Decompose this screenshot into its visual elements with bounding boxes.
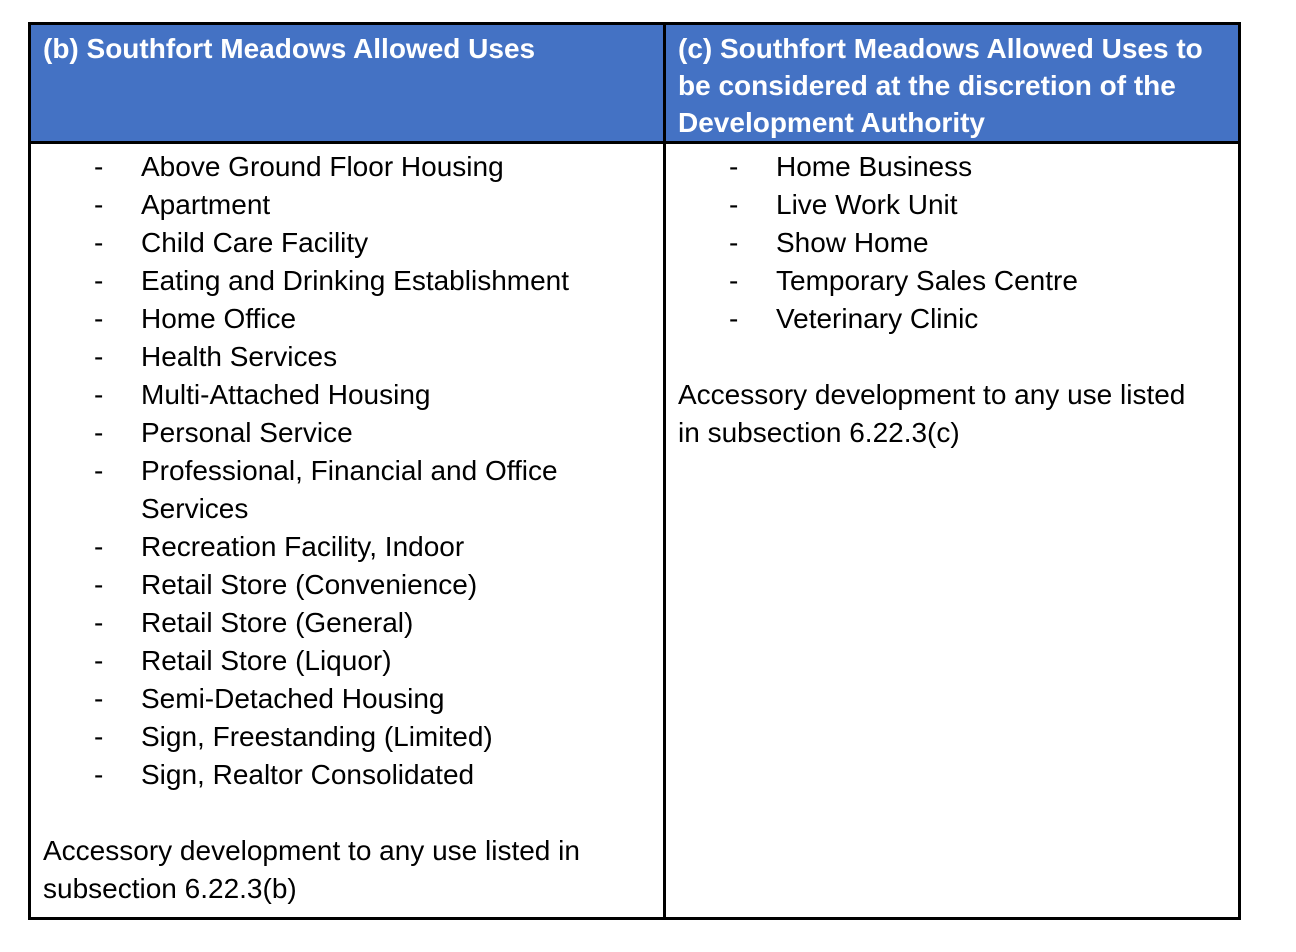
list-item (678, 148, 1224, 186)
allowed-uses-list-c (678, 148, 1224, 338)
dash-bullet-icon: - (94, 265, 104, 296)
list-item-label: Health Services (141, 341, 338, 372)
column-c-header: (c) Southfort Meadows Allowed Uses to be considered at the discretion of the Development Authority (666, 25, 1238, 144)
list-item (678, 224, 1224, 262)
list-item-label: Show Home (776, 227, 929, 258)
dash-bullet-icon: - (94, 227, 104, 258)
list-item-label: Home Office (141, 303, 297, 334)
list-item-label: Multi-Attached Housing (141, 379, 431, 410)
dash-bullet-icon: - (94, 341, 104, 372)
list-item (43, 604, 649, 642)
dash-bullet-icon: - (94, 151, 104, 182)
list-item (43, 566, 649, 604)
dash-bullet-icon: - (729, 151, 739, 182)
column-allowed-uses-b (31, 25, 666, 917)
list-item (43, 756, 649, 794)
list-item (43, 528, 649, 566)
list-item-label: Personal Service (141, 417, 353, 448)
dash-bullet-icon: - (94, 303, 104, 334)
dash-bullet-icon: - (94, 683, 104, 714)
list-item (43, 300, 649, 338)
list-item-label: Above Ground Floor Housing (141, 151, 504, 182)
list-item-label: Retail Store (General) (141, 607, 414, 638)
column-c-body (666, 144, 1238, 917)
allowed-uses-table (28, 22, 1241, 920)
column-allowed-uses-c (666, 25, 1238, 917)
list-item-label: Live Work Unit (776, 189, 958, 220)
dash-bullet-icon: - (729, 265, 739, 296)
column-b-body (31, 144, 663, 917)
list-item-label: Professional, Financial and Office Services (141, 455, 558, 524)
list-item (43, 452, 649, 528)
dash-bullet-icon: - (94, 379, 104, 410)
list-item (43, 376, 649, 414)
list-item-label: Eating and Drinking Establishment (141, 265, 570, 296)
list-item-label: Sign, Realtor Consolidated (141, 759, 475, 790)
accessory-development-note-c: Accessory development to any use listed in subsection 6.22.3(c) (678, 379, 1186, 448)
dash-bullet-icon: - (94, 569, 104, 600)
dash-bullet-icon: - (729, 227, 739, 258)
list-item (678, 262, 1224, 300)
allowed-uses-list-b (43, 148, 649, 794)
list-item-label: Temporary Sales Centre (776, 265, 1078, 296)
dash-bullet-icon: - (94, 607, 104, 638)
dash-bullet-icon: - (729, 189, 739, 220)
list-item (43, 224, 649, 262)
dash-bullet-icon: - (94, 531, 104, 562)
list-item (678, 186, 1224, 224)
list-item (43, 414, 649, 452)
dash-bullet-icon: - (94, 455, 104, 486)
dash-bullet-icon: - (729, 303, 739, 334)
list-item (43, 186, 649, 224)
list-item (43, 680, 649, 718)
list-item-label: Retail Store (Convenience) (141, 569, 478, 600)
dash-bullet-icon: - (94, 759, 104, 790)
dash-bullet-icon: - (94, 645, 104, 676)
list-item-label: Recreation Facility, Indoor (141, 531, 465, 562)
list-item-label: Home Business (776, 151, 973, 182)
list-item-label: Child Care Facility (141, 227, 369, 258)
list-item (678, 300, 1224, 338)
list-item-label: Retail Store (Liquor) (141, 645, 392, 676)
list-item (43, 642, 649, 680)
list-item-label: Semi-Detached Housing (141, 683, 445, 714)
column-b-header: (b) Southfort Meadows Allowed Uses (31, 25, 663, 144)
list-item (43, 718, 649, 756)
dash-bullet-icon: - (94, 721, 104, 752)
list-item (43, 148, 649, 186)
list-item-label: Sign, Freestanding (Limited) (141, 721, 493, 752)
list-item (43, 338, 649, 376)
dash-bullet-icon: - (94, 417, 104, 448)
list-item-label: Veterinary Clinic (776, 303, 979, 334)
list-item (43, 262, 649, 300)
list-item-label: Apartment (141, 189, 271, 220)
dash-bullet-icon: - (94, 189, 104, 220)
accessory-development-note-b: Accessory development to any use listed in subsection 6.22.3(b) (43, 835, 580, 904)
